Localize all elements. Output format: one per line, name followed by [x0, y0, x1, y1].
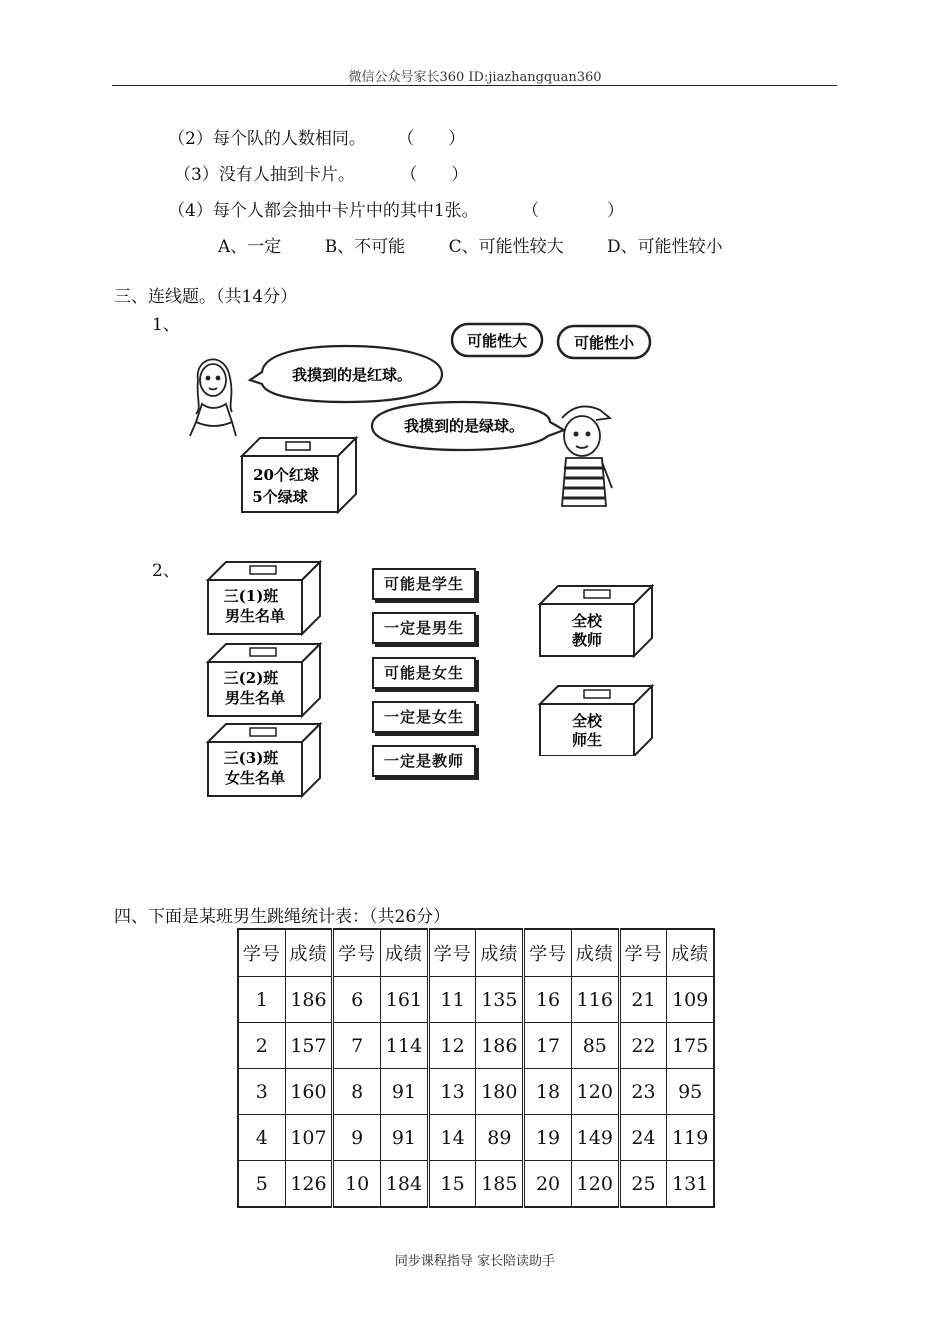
table-row: [238, 1161, 714, 1208]
table-cell: 120: [571, 1161, 619, 1208]
header-cell: 成绩: [667, 929, 714, 977]
question-text: （4）每个人都会抽中卡片中的其中1张。: [168, 201, 479, 221]
table-cell: 10: [333, 1161, 381, 1208]
table-cell: 21: [619, 977, 667, 1023]
table-cell: 161: [381, 977, 429, 1023]
right-box-2-line2: 师生: [571, 731, 603, 749]
right-box-1-line1: 全校: [571, 612, 603, 630]
header-cell: 学号: [428, 929, 476, 977]
table-cell: 3: [238, 1069, 285, 1115]
table-cell: 89: [476, 1115, 524, 1161]
box-class-3-2: [208, 644, 320, 716]
tag-high-probability: [452, 324, 542, 356]
answer-blank: （ ）: [400, 165, 469, 185]
box-1-line1: 三(1)班: [223, 587, 279, 605]
boy-figure: [562, 406, 612, 506]
page-footer: 同步课程指导 家长陪读助手: [394, 1254, 556, 1269]
boy-speech-text: 我摸到的是绿球。: [403, 417, 525, 435]
tag-high-probability-text: 可能性大: [466, 332, 528, 350]
table-cell: 109: [667, 977, 714, 1023]
table-cell: 180: [476, 1069, 524, 1115]
table-cell: 91: [381, 1115, 429, 1161]
tag-low-probability: [558, 326, 650, 358]
page-header: 微信公众号家长360 ID:jiazhangquan360: [348, 70, 602, 85]
choice-d: D、可能性较小: [607, 237, 723, 257]
header-cell: 成绩: [476, 929, 524, 977]
table-cell: 7: [333, 1023, 381, 1069]
table-cell: 85: [571, 1023, 619, 1069]
box-all-teachers-students: [540, 686, 652, 756]
table-cell: 13: [428, 1069, 476, 1115]
table-cell: 22: [619, 1023, 667, 1069]
table-cell: 25: [619, 1161, 667, 1208]
table-cell: 18: [524, 1069, 572, 1115]
table-cell: 116: [571, 977, 619, 1023]
table-cell: 185: [476, 1161, 524, 1208]
box-3-line2: 女生名单: [224, 769, 286, 787]
header-cell: 成绩: [285, 929, 333, 977]
answer-blank: （ ）: [397, 129, 466, 149]
box-class-3-3: [208, 724, 320, 796]
header-cell: 成绩: [381, 929, 429, 977]
table-cell: 2: [238, 1023, 285, 1069]
table-cell: 91: [381, 1069, 429, 1115]
part-1-label: 1、: [152, 315, 180, 335]
choice-a: A、一定: [218, 237, 282, 257]
girl-speech-bubble: [250, 346, 442, 402]
table-cell: 15: [428, 1161, 476, 1208]
table-cell: 149: [571, 1115, 619, 1161]
card-definitely-boy: 一定是男生: [372, 612, 476, 644]
jump-rope-table: [237, 928, 715, 1208]
table-cell: 20: [524, 1161, 572, 1208]
table-cell: 95: [667, 1069, 714, 1115]
card-definitely-teacher: 一定是教师: [372, 745, 476, 777]
section-4-title: 四、下面是某班男生跳绳统计表：（共26分）: [114, 907, 451, 927]
table-cell: 175: [667, 1023, 714, 1069]
table-cell: 184: [381, 1161, 429, 1208]
table-cell: 119: [667, 1115, 714, 1161]
table-cell: 135: [476, 977, 524, 1023]
table-header-row: [238, 929, 714, 977]
box-class-3-1: [208, 562, 320, 634]
table-cell: 14: [428, 1115, 476, 1161]
right-box-column: [536, 584, 660, 756]
table-cell: 186: [476, 1023, 524, 1069]
table-cell: 131: [667, 1161, 714, 1208]
card-definitely-girl: 一定是女生: [372, 701, 476, 733]
header-cell: 成绩: [571, 929, 619, 977]
table-cell: 9: [333, 1115, 381, 1161]
table-cell: 160: [285, 1069, 333, 1115]
table-row: [238, 1023, 714, 1069]
table-cell: 8: [333, 1069, 381, 1115]
tag-low-probability-text: 可能性小: [573, 334, 635, 352]
box-2-line2: 男生名单: [224, 689, 286, 707]
header-cell: 学号: [238, 929, 285, 977]
table-cell: 114: [381, 1023, 429, 1069]
table-cell: 17: [524, 1023, 572, 1069]
table-cell: 23: [619, 1069, 667, 1115]
table-cell: 126: [285, 1161, 333, 1208]
choice-b: B、不可能: [324, 237, 406, 257]
choice-list: [218, 232, 761, 257]
table-cell: 4: [238, 1115, 285, 1161]
girl-speech-text: 我摸到的是红球。: [291, 366, 413, 384]
table-cell: 12: [428, 1023, 476, 1069]
box-all-teachers: [540, 586, 652, 656]
header-cell: 学号: [333, 929, 381, 977]
question-4: [168, 196, 624, 221]
table-cell: 11: [428, 977, 476, 1023]
card-maybe-student: 可能是学生: [372, 568, 476, 600]
question-2: [168, 124, 465, 149]
choice-c: C、可能性较大: [448, 237, 564, 257]
table-cell: 1: [238, 977, 285, 1023]
box-3-line1: 三(3)班: [223, 749, 279, 767]
part-2-label: 2、: [152, 561, 180, 581]
header-cell: 学号: [524, 929, 572, 977]
table-cell: 16: [524, 977, 572, 1023]
right-box-2-line1: 全校: [571, 712, 603, 730]
left-box-column: [204, 560, 324, 800]
table-row: [238, 1115, 714, 1161]
table-row: [238, 977, 714, 1023]
ball-box: [242, 438, 356, 512]
question-text: （2）每个队的人数相同。: [168, 129, 366, 149]
box-1-line2: 男生名单: [224, 607, 286, 625]
header-cell: 学号: [619, 929, 667, 977]
table-cell: 107: [285, 1115, 333, 1161]
section-3-title: 三、连线题。（共14分）: [114, 287, 298, 307]
table-cell: 120: [571, 1069, 619, 1115]
boy-speech-bubble: [372, 402, 564, 450]
table-row: [238, 1069, 714, 1115]
box-label-red: 20个红球: [253, 466, 319, 484]
box-label-green: 5个绿球: [252, 488, 308, 506]
question-text: （3）没有人抽到卡片。: [174, 165, 355, 185]
table-cell: 19: [524, 1115, 572, 1161]
table-cell: 186: [285, 977, 333, 1023]
girl-figure: [190, 359, 236, 436]
table-cell: 5: [238, 1161, 285, 1208]
table-cell: 157: [285, 1023, 333, 1069]
right-box-1-line2: 教师: [571, 631, 603, 649]
box-2-line1: 三(2)班: [223, 669, 279, 687]
table-cell: 24: [619, 1115, 667, 1161]
header-divider: [112, 85, 837, 86]
answer-blank: （ ）: [522, 201, 625, 221]
table-cell: 6: [333, 977, 381, 1023]
part-1-illustration: [180, 318, 670, 528]
card-maybe-girl: 可能是女生: [372, 657, 476, 689]
question-3: [174, 160, 468, 185]
